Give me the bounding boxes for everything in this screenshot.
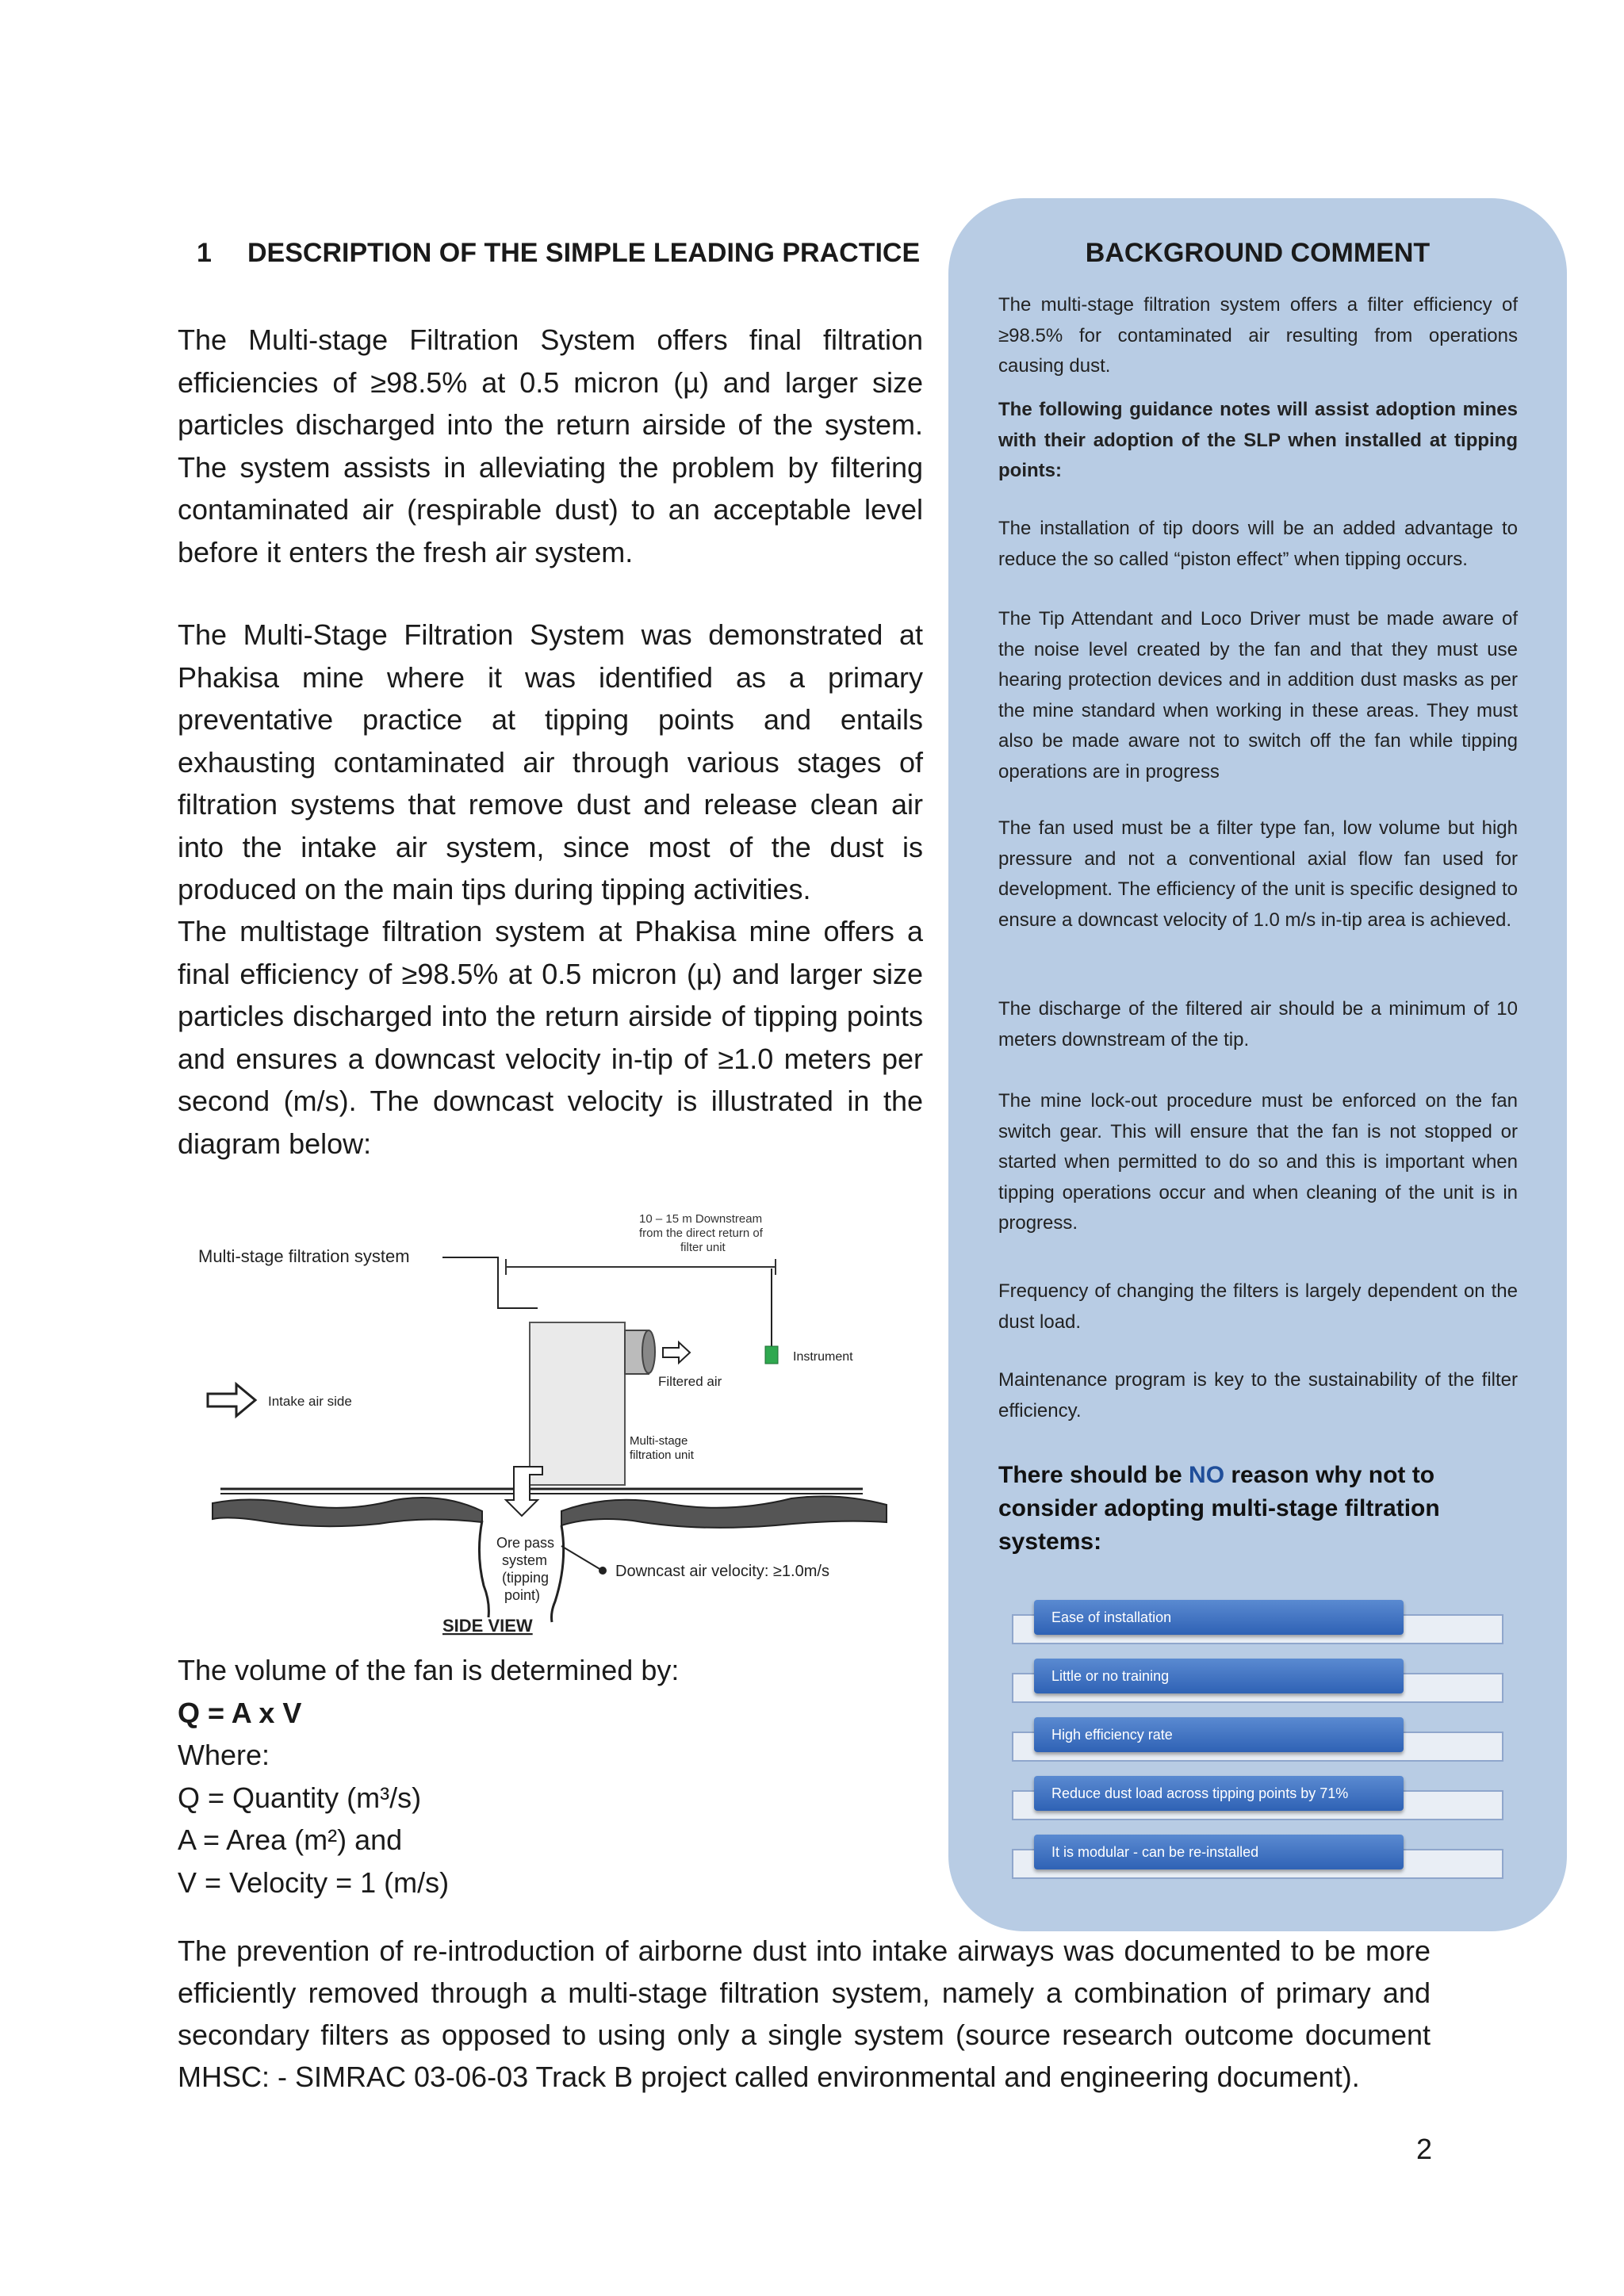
section-heading <box>197 238 920 269</box>
filtration-unit <box>530 1322 625 1485</box>
formula-q: Q = Quantity (m³/s) <box>178 1781 422 1814</box>
formula-intro: The volume of the fan is determined by: <box>178 1654 680 1686</box>
diagram-label-system: Multi-stage filtration system <box>198 1246 410 1266</box>
formula-where: Where: <box>178 1739 270 1771</box>
diagram-label-unit-1: Multi-stage <box>630 1434 688 1448</box>
rock-ground-left <box>213 1498 482 1526</box>
filtered-air-arrow <box>663 1342 690 1363</box>
paragraph-efficiency: The multistage filtration system at Phakisa mine offers a final efficiency of ≥98.5% at 0.5 micron (µ) and larger size particles discharged into the return airside of tipping points and ensures a downcast velocity in-tip of ≥1.0 meters per second (m/s). The downcast velocity is illustrated in the diagram below: <box>178 915 923 1160</box>
background-intro: The multi-stage filtration system offers a filter efficiency of ≥98.5% for contaminated air resulting from operations causing dust. <box>998 294 1518 377</box>
closing-highlight: NO <box>1189 1462 1225 1488</box>
benefit-item <box>1012 1717 1503 1744</box>
background-closing <box>998 1459 1518 1559</box>
background-note-filters: Frequency of changing the filters is largely dependent on the dust load. <box>998 1280 1518 1333</box>
background-note-maintenance: Maintenance program is key to the sustainability of the filter efficiency. <box>998 1369 1518 1422</box>
diagram-label-instrument: Instrument <box>793 1350 853 1364</box>
paragraph-intro: The Multi-stage Filtration System offers final filtration efficiencies of ≥98.5% at 0.5 micron (µ) and larger size particles discharged into the return airside of the system. The system assists in alleviating the problem by filtering contaminated air (respirable dust) to an acceptable level before it enters the fresh air system. <box>178 323 923 568</box>
background-title: BACKGROUND COMMENT <box>1085 238 1431 268</box>
closing-pre: There should be <box>998 1462 1189 1488</box>
benefit-label: High efficiency rate <box>1034 1717 1404 1752</box>
benefit-label: It is modular - can be re-installed <box>1034 1835 1404 1869</box>
formula-equation: Q = A x V <box>178 1696 302 1729</box>
background-note-lockout: The mine lock-out procedure must be enforced on the fan switch gear. This will ensure that the fan is not stopped or started when permitted to do so and this is important when tipping operations occur and when cleaning of the unit is in progress. <box>998 1090 1518 1234</box>
diagram-label-filtered: Filtered air <box>658 1374 722 1389</box>
diagram-label-downstream-3: filter unit <box>680 1241 726 1254</box>
background-note-tip-doors: The installation of tip doors will be an added advantage to reduce the so called “piston effect” when tipping occurs. <box>998 518 1518 570</box>
benefit-label: Ease of installation <box>1034 1600 1404 1635</box>
diagram-label-intake: Intake air side <box>268 1394 352 1409</box>
diagram-label-ore-3: (tipping <box>502 1570 550 1586</box>
background-guidance: The following guidance notes will assist adoption mines with their adoption of the SLP when installed at tipping points: <box>998 399 1518 481</box>
benefit-item <box>1012 1776 1503 1803</box>
side-view-diagram <box>189 1205 902 1641</box>
section-title: DESCRIPTION OF THE SIMPLE LEADING PRACTICE <box>247 238 921 268</box>
diagram-label-ore-4: point) <box>504 1587 541 1603</box>
intake-air-arrow <box>208 1384 255 1416</box>
formula-v: V = Velocity = 1 (m/s) <box>178 1866 450 1899</box>
background-note-discharge: The discharge of the filtered air should be a minimum of 10 meters downstream of the tip. <box>998 998 1518 1050</box>
diagram-label-ore-2: system <box>502 1552 548 1568</box>
page-number: 2 <box>1416 2133 1433 2165</box>
benefit-item <box>1012 1600 1503 1627</box>
benefit-label: Little or no training <box>1034 1659 1404 1693</box>
instrument-icon <box>765 1346 778 1364</box>
paragraph-prevention: The prevention of re-introduction of airborne dust into intake airways was documented to be more efficiently removed through a multi-stage filtration system, namely a combination of primary and secondary filters as opposed to using only a single system (source research outcome document MHSC: - SIMRAC 03-06-03 Track B project called environmental and engineering document). <box>178 1934 1431 2093</box>
background-note-fan-type: The fan used must be a filter type fan, low volume but high pressure and not a conventional axial flow fan used for development. The efficiency of the unit is specific designed to ensure a downcast velocity of 1.0 m/s in-tip area is achieved. <box>998 817 1518 931</box>
benefit-item <box>1012 1659 1503 1686</box>
background-note-noise: The Tip Attendant and Loco Driver must be made aware of the noise level created by the fan and that they must use hearing protection devices and in addition dust masks as per the mine standard when working in these areas. They must also be made aware not to switch off the fan while tipping operations are in progress <box>998 608 1518 783</box>
rock-ground-right <box>561 1496 887 1528</box>
diagram-label-downstream-1: 10 – 15 m Downstream <box>639 1212 763 1226</box>
formula-a: A = Area (m²) and <box>178 1823 403 1856</box>
diagram-label-downstream-2: from the direct return of <box>639 1226 763 1240</box>
diagram-label-downcast: Downcast air velocity: ≥1.0m/s <box>615 1563 829 1580</box>
diagram-label-ore-1: Ore pass <box>496 1535 555 1551</box>
fan-volume-formula <box>178 1649 679 1904</box>
diagram-label-unit-2: filtration unit <box>630 1448 694 1462</box>
benefit-item <box>1012 1835 1503 1862</box>
closing-post: reason why not to consider adopting multi-stage filtration systems: <box>998 1462 1440 1555</box>
diagram-label-view: SIDE VIEW <box>442 1616 533 1636</box>
paragraph-demonstration: The Multi-Stage Filtration System was demonstrated at Phakisa mine where it was identified as a primary preventative practice at tipping points and entails exhausting contaminated air through various stages of filtration systems that remove dust and release clean air into the intake air system, since most of the dust is produced on the main tips during tipping activities. <box>178 618 923 905</box>
section-number: 1 <box>197 238 212 268</box>
benefit-label: Reduce dust load across tipping points by 71% <box>1034 1776 1404 1811</box>
